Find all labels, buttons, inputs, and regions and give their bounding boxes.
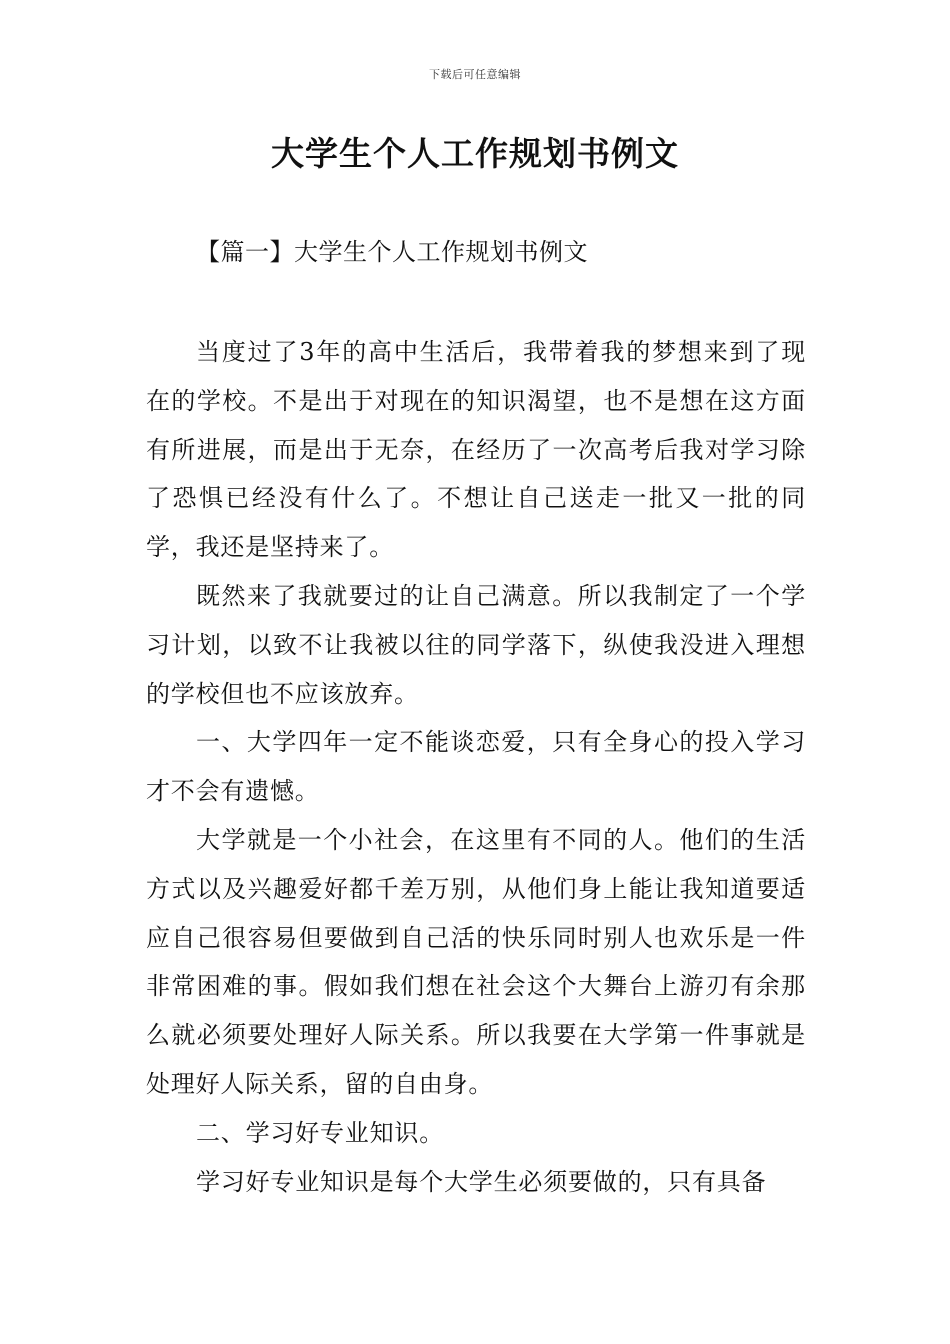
document-body [146, 328, 806, 1206]
paragraph: 学习好专业知识是每个大学生必须要做的，只有具备 [196, 1167, 767, 1196]
header-note: 下载后可任意编辑 [429, 68, 521, 81]
paragraph: 大学就是一个小社会，在这里有不同的人。他们的生活方式以及兴趣爱好都千差万别，从他们身上能让我知道要适应自己很容易但要做到自己活的快乐同时别人也欢乐是一件非常困难的事。假如我们想在社会这个大舞台上游刃有余那么就必须要处理好人际关系。所以我要在大学第一件事就是处理好人际关系，留的自由身。 [146, 825, 806, 1098]
paragraph: 当度过了3年的高中生活后，我带着我的梦想来到了现在的学校。不是出于对现在的知识渴望，也不是想在这方面有所进展，而是出于无奈，在经历了一次高考后我对学习除了恐惧已经没有什么了。不想让自己送走一批又一批的同学，我还是坚持来了。 [146, 338, 806, 562]
paragraph: 一、大学四年一定不能谈恋爱，只有全身心的投入学习才不会有遗憾。 [146, 728, 806, 806]
document-title: 大学生个人工作规划书例文 [271, 134, 679, 173]
paragraph: 既然来了我就要过的让自己满意。所以我制定了一个学习计划，以致不让我被以往的同学落下，纵使我没进入理想的学校但也不应该放弃。 [146, 581, 806, 708]
paragraph: 二、学习好专业知识。 [196, 1118, 444, 1147]
section-heading: 【篇一】大学生个人工作规划书例文 [196, 238, 588, 266]
